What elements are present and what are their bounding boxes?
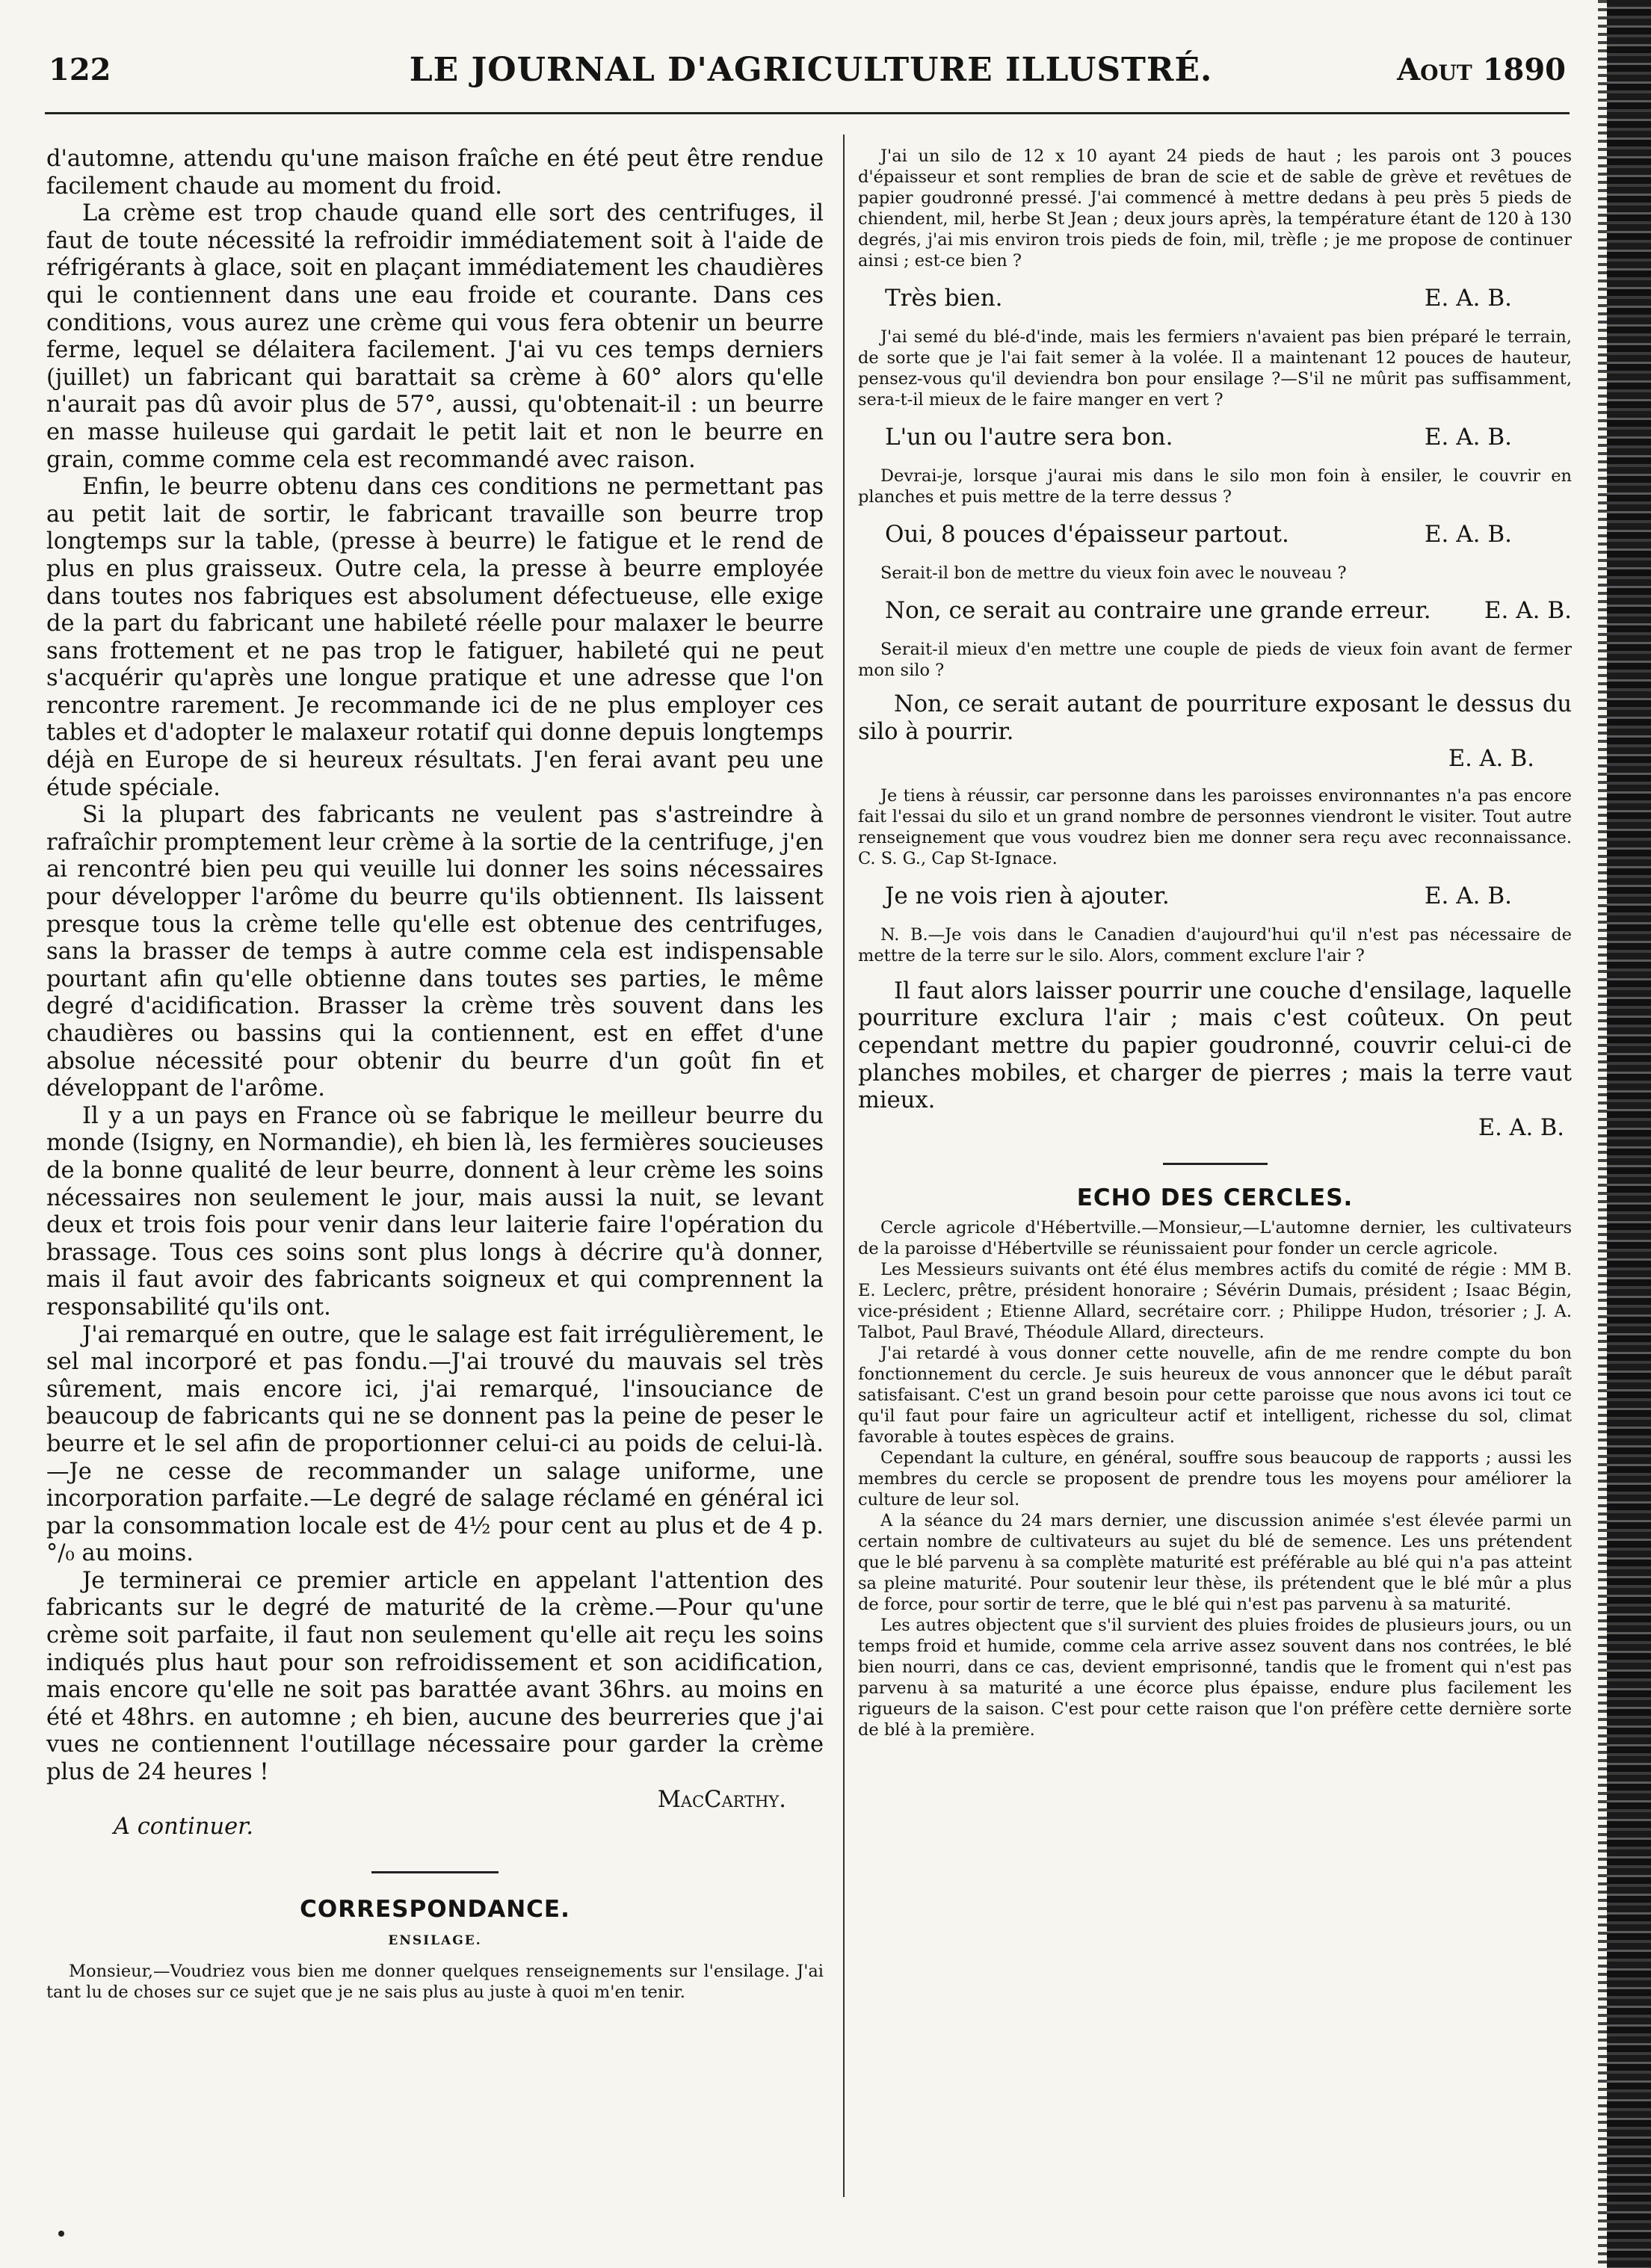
qa-answer: L'un ou l'autre sera bon. (885, 424, 1173, 451)
article-paragraph: Il y a un pays en France où se fabrique le meilleur beurre du monde (Isigny, en Normandie), eh bien là, les fermières soucieuses de la bonne qualité de leur beurre, donnent à leur crème les soins nécessaires non seulement le jour, mais aussi la nuit, se levant deux et trois fois pour venir dans leur laiterie faire l'opération du brassage. Tous ces soins sont plus longs à décrire qu'à donner, mais il faut avoir des fabricants soigneux et qui comprennent la responsabilité qu'ils ont. (46, 1102, 824, 1320)
journal-title: LE JOURNAL D'AGRICULTURE ILLUSTRÉ. (409, 51, 1213, 89)
echo-paragraph: Les autres objectent que s'il survient des pluies froides de plusieurs jours, ou un temps froid et humide, comme cela arrive assez souvent dans nos contrées, le blé bien nourri, dans ce cas, devient emprisonné, tandis que le froment qui n'est pas parvenu à sa maturité a une écorce plus épaisse, endure plus facilement les rigueurs de la saison. C'est pour cette raison que l'on préfère cette dernière sorte de blé à la première. (858, 1616, 1572, 1740)
page-edge-binding (1607, 0, 1651, 2268)
echo-heading: ECHO DES CERCLES. (1076, 1184, 1354, 1212)
qa-answer-block (885, 283, 1572, 313)
qa-question: J'ai un silo de 12 x 10 ayant 24 pieds de haut ; les parois ont 3 pouces d'épaisseur et sont remplies de bran de scie et de sable de grève et revêtues de papier goudronné pressé. J'ai commencé à mettre dedans à peu près 5 pieds de chiendent, mil, herbe St Jean ; deux jours après, la température étant de 120 à 130 degrés, j'ai mis environ trois pieds de foin, mil, trèfle ; je me propose de continuer ainsi ; est-ce bien ? (858, 146, 1572, 271)
echo-paragraph: A la séance du 24 mars dernier, une discussion animée s'est élevée parmi un certain nombre de cultivateurs au sujet du blé de semence. Les uns prétendent que le blé parvenu à sa complète maturité est préférable au blé qui n'a pas atteint sa pleine maturité. Pour soutenir leur thèse, ils prétendent que le blé mûr a plus de force, pour sortir de terre, que le blé qui n'est pas parvenu à sa maturité. (858, 1511, 1572, 1615)
qa-signature: E. A. B. (1484, 597, 1572, 624)
echo-paragraph: Cependant la culture, en général, souffre sous beaucoup de rapports ; aussi les membres du cercle se proposent de prendre tous les moyens pour améliorer la culture de leur sol. (858, 1448, 1572, 1510)
nb-answer: Il faut alors laisser pourrir une couche d'ensilage, laquelle pourriture exclura l'air ; mais c'est coûteux. On peut cependant mettre du papier goudronné, couvrir celui-ci de planches mobiles, et charger de pierres ; mais la terre vaut mieux. (858, 977, 1572, 1114)
column-divider (843, 135, 845, 2197)
echo-paragraph: J'ai retardé à vous donner cette nouvelle, afin de me rendre compte du bon fonctionnement du cercle. Je suis heureux de vous annoncer que le début paraît satisfaisant. C'est un grand besoin pour cette paroisse que nous avons ici tout ce qu'il faut pour faire un agriculteur actif et intelligent, richesse du sol, climat favorable à toutes espèces de grains. (858, 1344, 1572, 1447)
nb-note: N. B.—Je vois dans le Canadien d'aujourd'hui qu'il n'est pas nécessaire de mettre de la terre sur le silo. Alors, comment exclure l'air ? (858, 924, 1572, 965)
article-paragraph: d'automne, attendu qu'une maison fraîche en été peut être rendue facilement chaude au moment du froid. (46, 146, 824, 200)
article-paragraph: Si la plupart des fabricants ne veulent pas s'astreindre à rafraîchir promptement leur crème à la sortie de la centrifuge, j'en ai rencontré bien peu qui veuille lui donner les soins nécessaires pour développer l'arôme du beurre qu'ils obtiennent. Ils laissent presque tous la crème telle qu'elle est obtenue des centrifuges, sans la brasser de temps à autre comme cela est indispensable pourtant afin qu'elle obtienne dans toutes ses parties, le même degré d'acidification. Brasser la crème très souvent dans les chaudières ou bassins qui la contiennent, est en effet d'une absolue nécessité pour obtenir du beurre d'un goût fin et développant de l'arôme. (46, 802, 824, 1102)
article-paragraph: Je terminerai ce premier article en appelant l'attention des fabricants sur le degré de maturité de la crème.—Pour qu'une crème soit parfaite, il faut non seulement qu'elle ait reçu les soins indiqués plus haut pour son refroidissement et son acidification, mais encore qu'elle ne soit pas barattée avant 36hrs. au moins en été et 48hrs. en automne ; eh bien, aucune des beurreries que j'ai vues ne contiennent l'outillage nécessaire pour garder la crème plus de 24 heures ! (46, 1567, 824, 1786)
continuer-note: A continuer. (114, 1814, 254, 1841)
echo-paragraph: Les Messieurs suivants ont été élus membres actifs du comité de régie : MM B. E. Leclerc, prêtre, président honoraire ; Sévérin Dumais, président ; Isaac Bégin, vice-président ; Etienne Allard, secrétaire corr. ; Philippe Hudon, trésorier ; J. A. Talbot, Paul Bravé, Théodule Allard, directeurs. (858, 1260, 1572, 1343)
echo-paragraph: Cercle agricole d'Hébertville.—Monsieur,—L'automne dernier, les cultivateurs de la paroisse d'Hébertville se réunissaient pour fonder un cercle agricole. (858, 1218, 1572, 1259)
correspondance-subheading: ENSILAGE. (388, 1933, 482, 1949)
qa-question: Devrai-je, lorsque j'aurai mis dans le silo mon foin à ensiler, le couvrir en planches et puis mettre de la terre dessus ? (858, 466, 1572, 507)
article-paragraph: J'ai remarqué en outre, que le salage est fait irrégulièrement, le sel mal incorporé et pas fondu.—J'ai trouvé du mauvais sel très sûrement, mais encore ici, j'ai remarqué, l'insouciance de beaucoup de fabricants qui ne se donnent pas la peine de peser le beurre et le sel afin de proportionner celui-ci au poids de celui-là.—Je ne cesse de recommander un salage uniforme, une incorporation parfaite.—Le degré de salage réclamé en général ici par la consommation locale est de 4½ pour cent au plus et de 4 p. °/₀ au moins. (46, 1321, 824, 1567)
qa-answer: Je ne vois rien à ajouter. (885, 882, 1170, 909)
qa-question: J'ai semé du blé-d'inde, mais les fermiers n'avaient pas bien préparé le terrain, de sorte que je l'ai fait semer à la volée. Il a maintenant 12 pouces de hauteur, pensez-vous qu'il deviendra bon pour ensilage ?—S'il ne mûrit pas suffisamment, sera-t-il mieux de le faire manger en vert ? (858, 327, 1572, 410)
qa-answer-block (885, 519, 1572, 549)
page-header (41, 45, 1581, 97)
qa-answer: Non, ce serait autant de pourriture exposant le dessus du silo à pourrir. (858, 691, 1572, 745)
section-rule (1163, 1163, 1268, 1165)
qa-signature: E. A. B. (1424, 521, 1512, 548)
qa-answer: Très bien. (885, 285, 1003, 312)
qa-signature: E. A. B. (1424, 882, 1512, 909)
ink-speck (58, 2231, 64, 2237)
section-rule (371, 1871, 499, 1873)
article-signature: MacCarthy. (657, 1786, 786, 1813)
article-paragraph: Enfin, le beurre obtenu dans ces conditions ne permettant pas au petit lait de sortir, le fabricant travaille son beurre trop longtemps sur la table, (presse à beurre) le fatigue et le rend de plus en plus graisseux. Outre cela, la presse à beurre employée dans toutes nos fabriques est absolument défectueuse, elle exige de la part du fabricant une habileté réelle pour malaxer le beurre sans frottement et ne pas trop le fatiguer, habileté qui ne peut s'acquérir qu'après une longue pratique et une adresse que l'on rencontre rarement. Je recommande ici de ne plus employer ces tables et d'adopter le malaxeur rotatif qui donne depuis longtemps déjà en Europe de si heureux résultats. J'en ferai avant peu une étude spéciale. (46, 474, 824, 801)
qa-answer-block (885, 422, 1572, 452)
qa-question: Serait-il mieux d'en mettre une couple de pieds de vieux foin avant de fermer mon silo ? (858, 640, 1572, 680)
qa-question: Serait-il bon de mettre du vieux foin avec le nouveau ? (880, 563, 1347, 583)
article-paragraph: La crème est trop chaude quand elle sort des centrifuges, il faut de toute nécessité la refroidir immédiatement soit à l'aide de réfrigérants à glace, soit en plaçant immédiatement les chaudières qui le contiennent dans une eau froide et courante. Dans ces conditions, vous aurez une crème qui vous fera obtenir un beurre ferme, lequel se délaitera facilement. J'ai vu ces temps derniers (juillet) un fabricant qui barattait sa crème à 60° alors qu'elle n'aurait pas dû avoir plus de 57°, aussi, qu'obtenait-il : un beurre en masse huileuse qui gardait le petit lait et non le beurre en grain, comme comme cela est recommandé avec raison. (46, 200, 824, 473)
qa-answer: Non, ce serait au contraire une grande erreur. (885, 597, 1431, 624)
qa-signature: E. A. B. (1424, 424, 1512, 451)
qa-signature: E. A. B. (1424, 285, 1512, 312)
qa-question: Je tiens à réussir, car personne dans les paroisses environnantes n'a pas encore fait l'essai du silo et un grand nombre de personnes viendront le visiter. Tout autre renseignement que vous voudrez bien me donner sera reçu avec reconnaissance. C. S. G., Cap St-Ignace. (858, 785, 1572, 868)
nb-signature: E. A. B. (1478, 1114, 1564, 1141)
qa-signature: E. A. B. (1448, 746, 1534, 773)
correspondance-heading: CORRESPONDANCE. (300, 1895, 570, 1923)
left-column (46, 146, 824, 2003)
issue-date: Aout 1890 (1397, 52, 1566, 87)
qa-answer-block (885, 881, 1572, 911)
right-column (858, 146, 1572, 1740)
qa-answer: Oui, 8 pouces d'épaisseur partout. (885, 521, 1289, 548)
qa-answer-block (885, 596, 1572, 625)
page-number: 122 (49, 52, 111, 87)
header-rule (45, 112, 1570, 114)
correspondance-letter: Monsieur,—Voudriez vous bien me donner quelques renseignements sur l'ensilage. J'ai tant lu de choses sur ce sujet que je ne sais plus au juste à quoi m'en tenir. (46, 1962, 824, 2002)
